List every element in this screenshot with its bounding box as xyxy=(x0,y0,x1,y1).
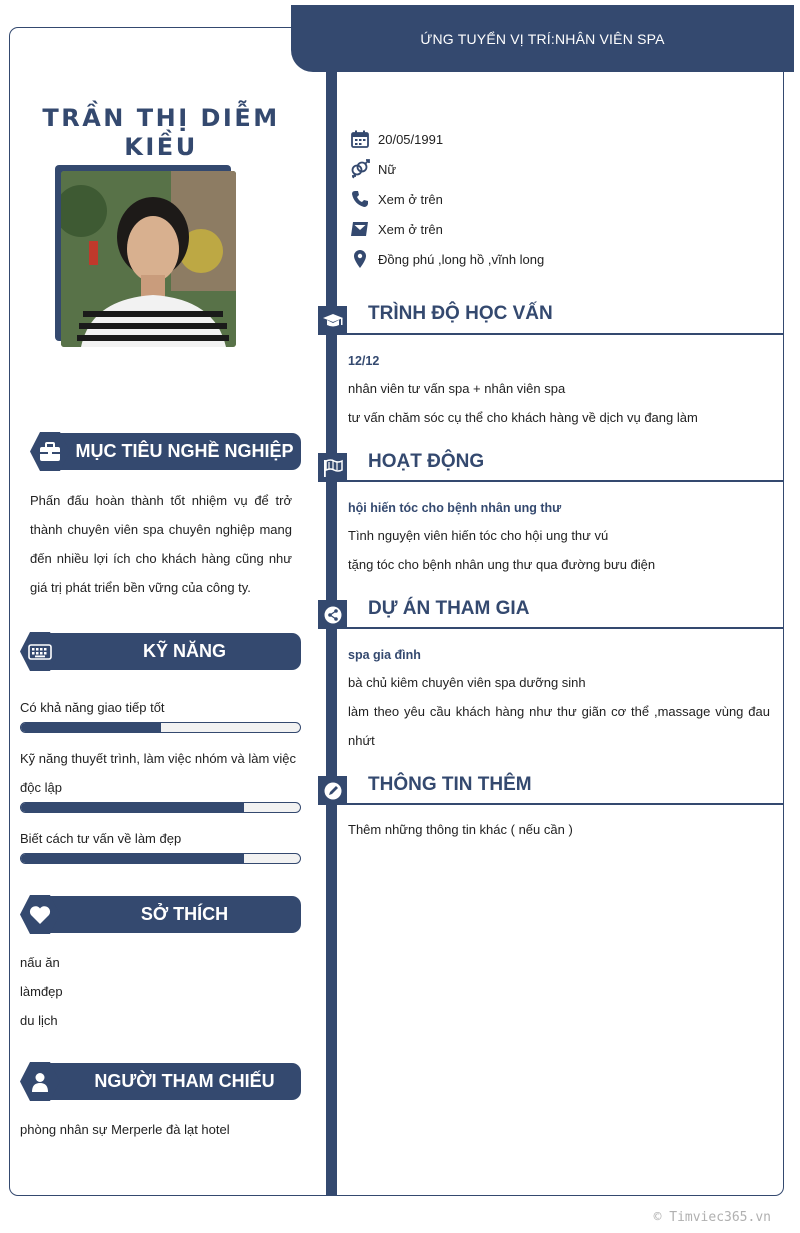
projects-entry-title: spa gia đình xyxy=(348,648,421,662)
hobby-item: du lịch xyxy=(20,1013,58,1028)
section-divider xyxy=(337,627,783,629)
calendar-icon xyxy=(350,129,370,149)
skill-bar xyxy=(20,853,301,864)
projects-title: DỰ ÁN THAM GIA xyxy=(368,598,530,619)
additional-text: Thêm những thông tin khác ( nếu cần ) xyxy=(348,822,573,837)
activities-line: Tình nguyện viên hiến tóc cho hội ung thư vú xyxy=(348,528,609,543)
skill-bar xyxy=(20,802,301,813)
phone: Xem ở trên xyxy=(378,191,443,207)
projects-line: làm theo yêu cầu khách hàng như thư giãn cơ thể ,massage vùng đau nhứt xyxy=(348,704,770,748)
skill-bar-fill xyxy=(21,803,244,812)
projects-line: bà chủ kiêm chuyên viên spa dưỡng sinh xyxy=(348,675,586,690)
education-title: TRÌNH ĐỘ HỌC VẤN xyxy=(368,303,553,324)
footer-credit: © Timviec365.vn xyxy=(653,1210,771,1225)
objective-text: Phấn đấu hoàn thành tốt nhiệm vụ để trở thành chuyên viên spa chuyên nghiệp mang đến nhiều lợi ích cho khách hàng cũng như giá trị phát triển bền vững của công ty. xyxy=(30,493,292,595)
activities-title: HOẠT ĐỘNG xyxy=(368,451,485,472)
skills-title: KỸ NĂNG xyxy=(38,633,301,670)
share-icon xyxy=(318,600,347,629)
profile-photo xyxy=(55,165,236,347)
references-title: NGƯỜI THAM CHIẾU xyxy=(38,1063,301,1100)
phone-icon xyxy=(350,189,370,209)
address-row xyxy=(350,247,544,271)
address: Đồng phú ,long hồ ,vĩnh long xyxy=(378,251,545,267)
reference-text: phòng nhân sự Merperle đà lạt hotel xyxy=(20,1122,230,1137)
position-banner xyxy=(291,5,794,72)
objective-title: MỤC TIÊU NGHỀ NGHIỆP xyxy=(38,433,301,470)
education-entry-title: 12/12 xyxy=(348,354,380,368)
gender-icon xyxy=(350,159,370,179)
birthday-row xyxy=(350,127,443,151)
references-header xyxy=(20,1063,301,1100)
email-row xyxy=(350,217,443,241)
column-divider xyxy=(326,70,337,1196)
hobby-item: làmđẹp xyxy=(20,984,63,999)
portrait-illustration xyxy=(61,171,236,347)
activities-line: tặng tóc cho bệnh nhân ung thư qua đường bưu điện xyxy=(348,557,656,572)
skill-label: Có khả năng giao tiếp tốt xyxy=(20,700,165,715)
education-line: tư vấn chăm sóc cụ thể cho khách hàng về dịch vụ đang làm xyxy=(348,410,698,425)
skill-bar-fill xyxy=(21,723,161,732)
activities-entry-title: hội hiến tóc cho bệnh nhân ung thư xyxy=(348,501,562,515)
section-divider xyxy=(337,333,783,335)
email: Xem ở trên xyxy=(378,221,443,237)
gender-row xyxy=(350,157,396,181)
objective-header xyxy=(20,433,301,470)
flag-icon xyxy=(318,453,347,482)
portrait-photo xyxy=(61,171,236,347)
location-pin-icon xyxy=(350,249,370,269)
section-divider xyxy=(337,803,783,805)
skill-label: Kỹ năng thuyết trình, làm việc nhóm và làm việc độc lập xyxy=(20,751,297,795)
skill-bar-fill xyxy=(21,854,244,863)
hobbies-header xyxy=(20,896,301,933)
hobby-item: nấu ăn xyxy=(20,955,60,970)
skills-header xyxy=(20,633,301,670)
position-title: ỨNG TUYỂN VỊ TRÍ:NHÂN VIÊN SPA xyxy=(420,30,665,47)
envelope-icon xyxy=(350,219,370,239)
additional-title: THÔNG TIN THÊM xyxy=(368,774,532,795)
gender: Nữ xyxy=(378,161,397,177)
birthday: 20/05/1991 xyxy=(378,131,444,147)
skill-label: Biết cách tư vấn về làm đẹp xyxy=(20,831,182,846)
graduation-cap-icon xyxy=(318,306,347,335)
hobbies-title: SỞ THÍCH xyxy=(38,896,301,933)
candidate-name: TRẦN THỊ DIỄM KIỀU xyxy=(42,104,280,161)
education-line: nhân viên tư vấn spa + nhân viên spa xyxy=(348,381,566,396)
pencil-icon xyxy=(318,776,347,805)
skill-bar xyxy=(20,722,301,733)
section-divider xyxy=(337,480,783,482)
phone-row xyxy=(350,187,443,211)
